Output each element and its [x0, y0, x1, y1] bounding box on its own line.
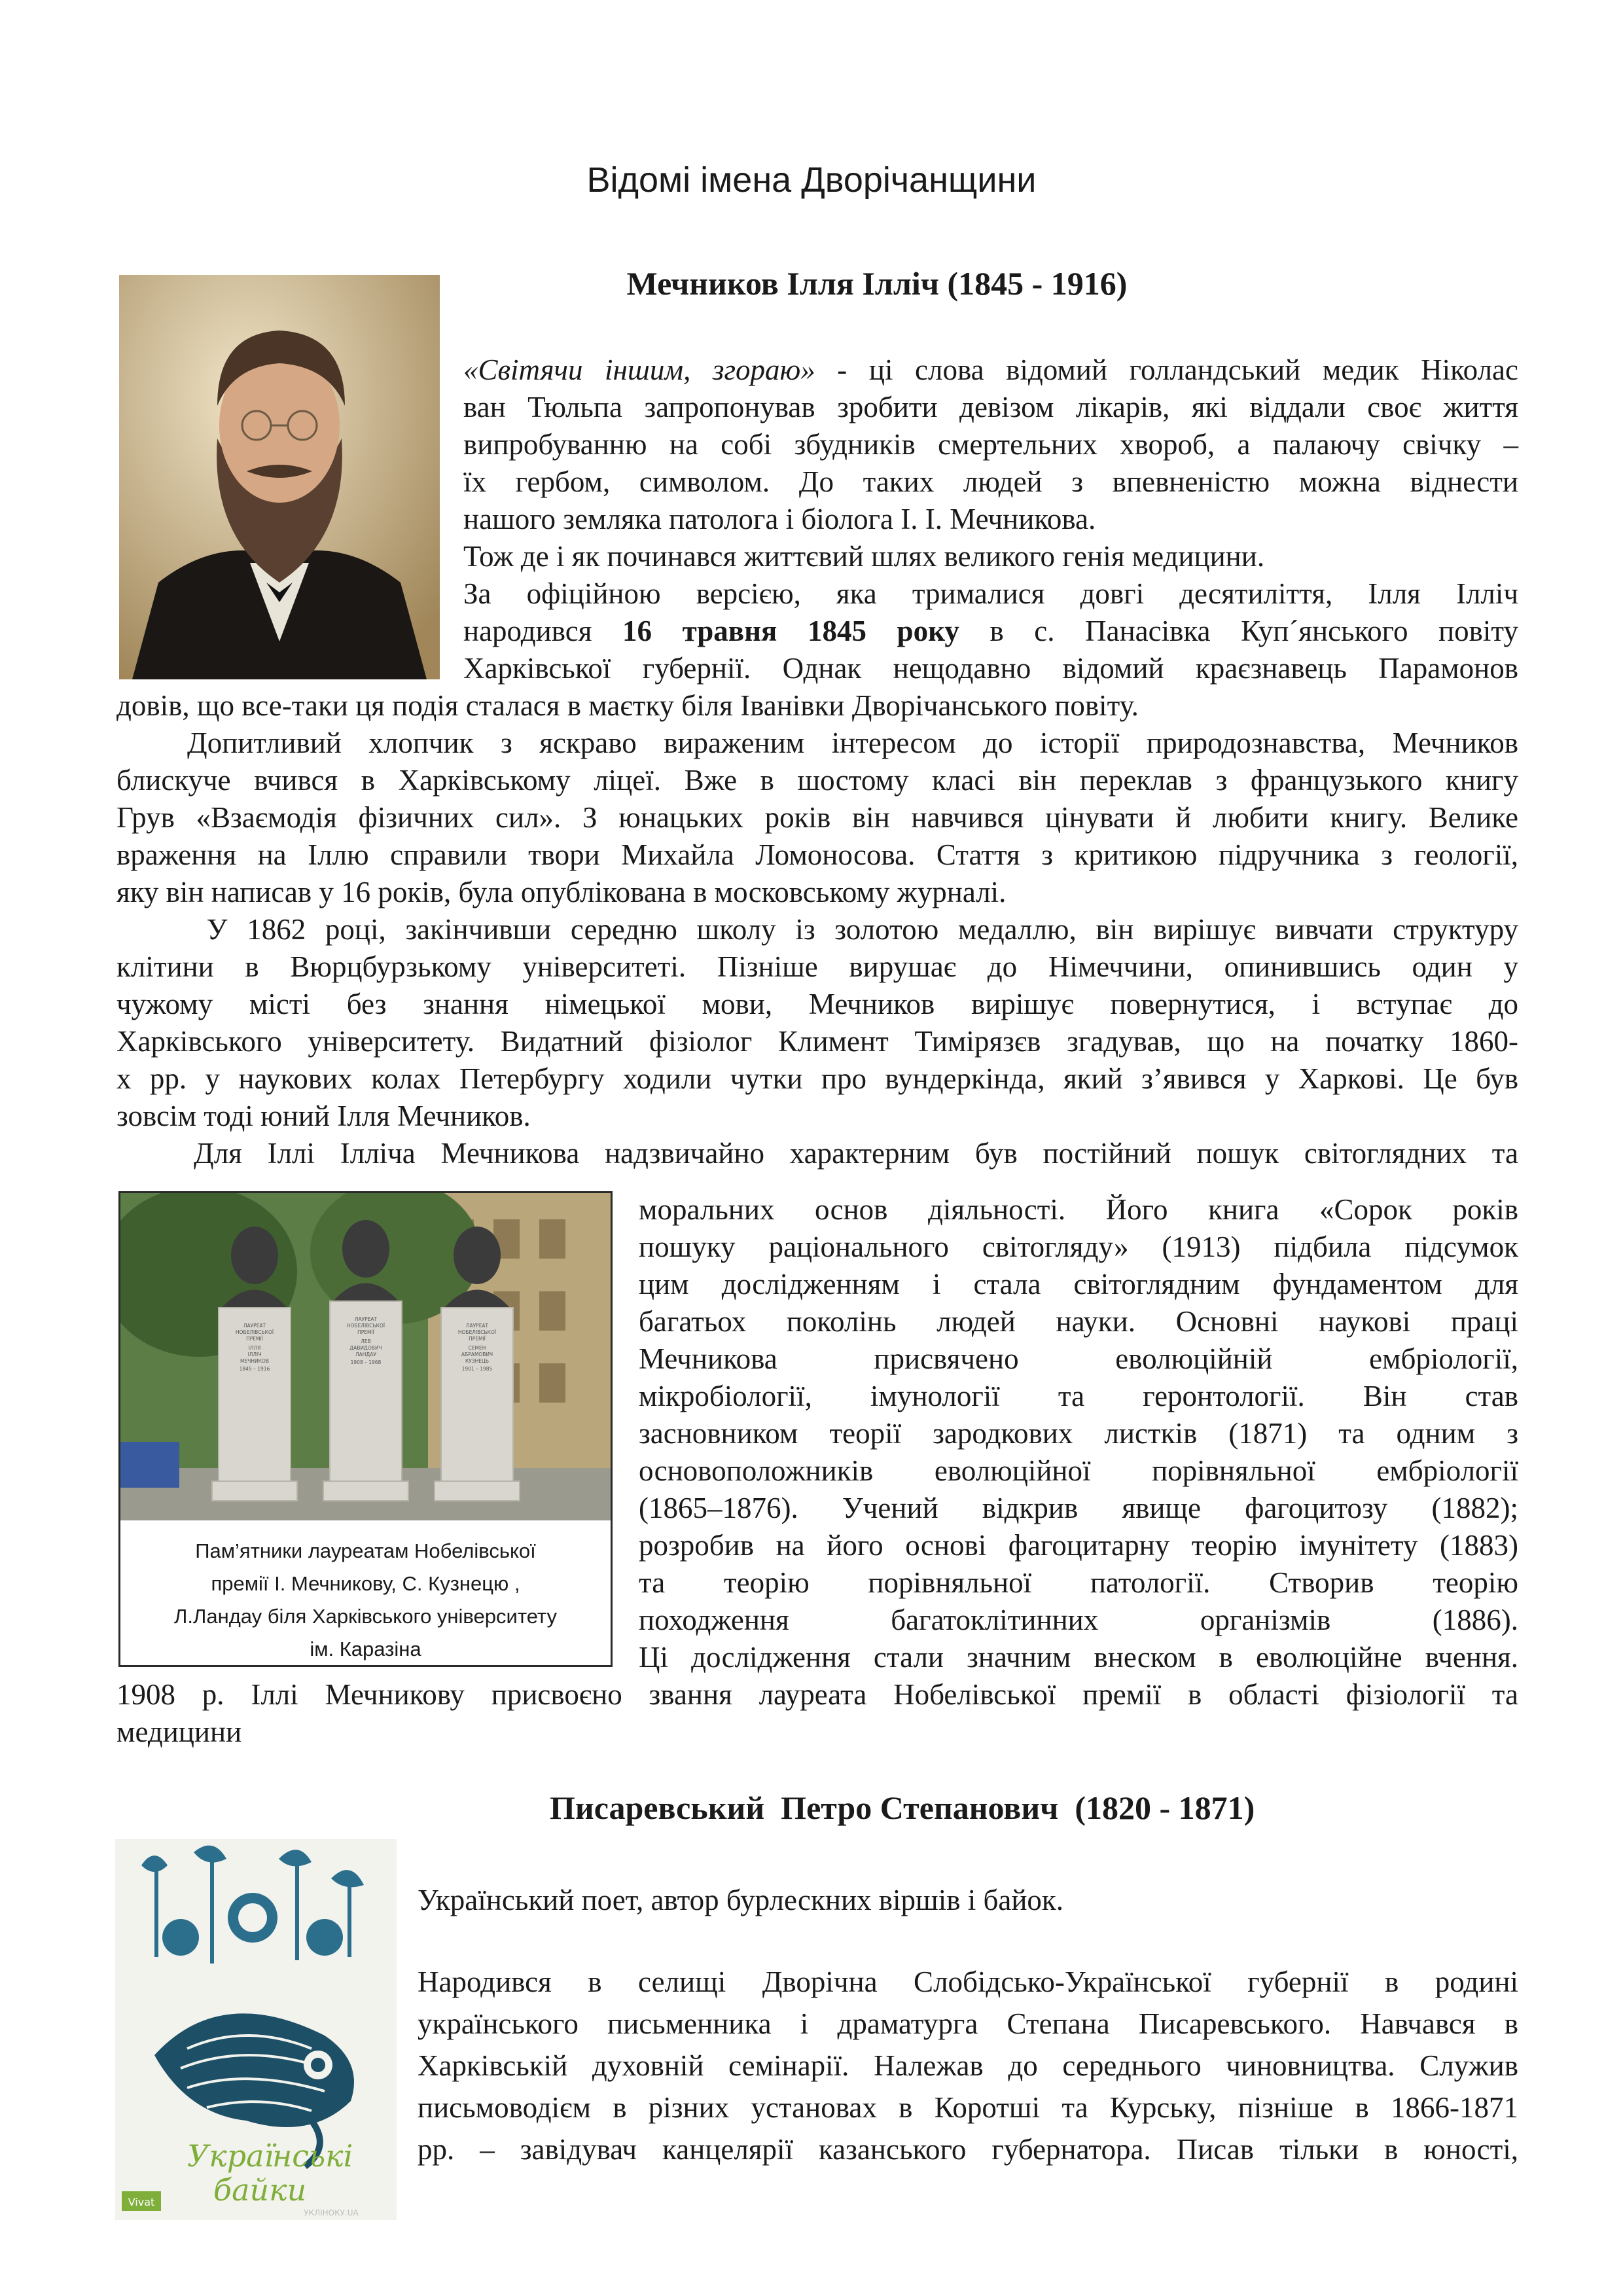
text-line: чужому місті без знання німецької мови, Мечников вирішує повернутися, і вступає до — [116, 988, 1518, 1020]
plaque-text: 1908 – 1968 — [350, 1359, 382, 1365]
pysarevsky-subtitle: Український поет, автор бурлескних віршів і байок. — [418, 1884, 1064, 1916]
text-line: Мечникова присвячено еволюційній ембріології, — [639, 1342, 1518, 1375]
text-line: цим дослідженням і стала світоглядним фундаментом для — [639, 1268, 1518, 1300]
plaque-text: ЛАНДАУ — [355, 1352, 376, 1357]
text-line: довів, що все-таки ця подія сталася в маєтку біля Іванівки Дворічанського повіту. — [116, 689, 1139, 722]
plaque-text: СЕМЕН — [468, 1345, 486, 1351]
text-line: народився 16 травня 1845 року в с. Панасівка Куп´янського повіту — [463, 615, 1518, 647]
plaque-text: КУЗНЕЦЬ — [465, 1358, 490, 1364]
text-line: нашого земляка патолога і біолога І. І. Мечникова. — [463, 503, 1096, 535]
book-cover-image — [115, 1839, 397, 2220]
text-line: ван Тюльпа запропонував зробити девізом лікарів, які віддали своє життя — [463, 391, 1518, 423]
plaque-text: ПРЕМІЇ — [246, 1336, 263, 1342]
text-line: мікробіології, імунології та геронтології. Він став — [639, 1380, 1518, 1412]
text-line: блискуче вчився в Харківському ліцеї. Вже в шостому класі він переклав з французького книгу — [116, 764, 1518, 797]
section-heading-pysarevsky: Писаревський Петро Степанович (1820 - 1871) — [550, 1789, 1255, 1826]
plaque-text: ЛЕВ — [361, 1338, 371, 1344]
text-line: розробив на його основі фагоцитарну теорію імунітету (1883) — [639, 1529, 1518, 1562]
caption-line: Л.Ландау біля Харківського університету — [174, 1605, 557, 1628]
text-line: багатьох поколінь людей науки. Основні наукові праці — [639, 1305, 1518, 1338]
text-line: основоположників еволюційної порівняльної ембріології — [639, 1454, 1518, 1487]
plaque-text: ІЛЛІЧ — [247, 1352, 262, 1357]
text-line: походження багатоклітинних організмів (1886). — [639, 1604, 1518, 1636]
caption-line: Пам’ятники лауреатам Нобелівської — [195, 1539, 536, 1562]
text-line: випробуванню на собі збудників смертельних хвороб, а палаючу свічку – — [463, 428, 1518, 461]
plaque-text: ЛАУРЕАТ — [465, 1323, 489, 1329]
pysarevsky-biography — [418, 1961, 1518, 2170]
text-line: медицини — [116, 1715, 242, 1748]
text-line: яку він написав у 16 років, була опублікована в московському журналі. — [116, 876, 1007, 908]
plaque-text: ІЛЛЯ — [248, 1345, 261, 1351]
plaque-text: ДАВИДОВИЧ — [349, 1345, 382, 1351]
plaque-text: НОБЕЛІВСЬКОЇ — [346, 1323, 385, 1329]
plaque-text: МЕЧНИКОВ — [240, 1358, 269, 1364]
text-line: рр. – завідувач канцелярії казанського губернатора. Писав тільки в юності, — [418, 2133, 1518, 2166]
text-line: клітини в Вюрцбурзькому університеті. Пізніше вирушає до Німеччини, опинившись один у — [116, 950, 1518, 983]
text-line: «Світячи іншим, згораю» - ці слова відомий голландський медик Ніколас — [463, 353, 1518, 386]
text-line: моральних основ діяльності. Його книга «Сорок років — [639, 1193, 1518, 1226]
mechnikov-biography — [116, 687, 1518, 1172]
text-line: письмоводієм в різних установах в Коротші та Курську, пізніше в 1866-1871 — [418, 2091, 1518, 2124]
text-line: Харківської губернії. Однак нещодавно відомий краєзнавець Парамонов — [463, 652, 1518, 685]
mechnikov-intro — [463, 351, 1518, 687]
plaque-text: ЛАУРЕАТ — [354, 1316, 378, 1322]
book-title-line2: байки — [213, 2172, 307, 2208]
text-line: Харківського університету. Видатний фізіолог Климент Тимірязєв згадував, що на початку 1860- — [116, 1025, 1518, 1058]
text-line: Для Іллі Ілліча Мечникова надзвичайно характерним був постійний пошук світоглядних та — [194, 1137, 1518, 1170]
text-line: Тож де і як починався життєвий шлях великого генія медицини. — [463, 540, 1265, 573]
text-line: Допитливий хлопчик з яскраво вираженим інтересом до історії природознавства, Мечников — [187, 726, 1518, 759]
monument-caption — [120, 1520, 611, 1665]
text-line: х рр. у наукових колах Петербургу ходили чутки про вундеркінда, який з’явився у Харкові. Це був — [116, 1062, 1518, 1095]
book-title-line1: Украї — [187, 2138, 274, 2174]
mechnikov-science — [639, 1191, 1518, 1676]
text-line: 1908 р. Іллі Мечникову присвоєно звання лауреата Нобелівської премії в області фізіології та — [116, 1678, 1518, 1711]
monument-figure — [118, 1191, 613, 1667]
plaque-text: АБРАМОВИЧ — [461, 1352, 493, 1357]
text-line: пошуку раціонального світогляду» (1913) підбила підсумок — [639, 1230, 1518, 1263]
plaque-text: НОБЕЛІВСЬКОЇ — [457, 1329, 497, 1335]
plaque-text: НОБЕЛІВСЬКОЇ — [235, 1329, 274, 1335]
plaque-text: 1845 – 1916 — [239, 1366, 270, 1372]
watermark: УКЛІНОКУ.UA — [304, 2208, 359, 2217]
quote-text: «Світячи іншим, згораю» — [463, 353, 815, 386]
text-line: За офіційною версією, яка трималися довгі десятиліття, Ілля Ілліч — [463, 577, 1518, 610]
caption-line: ім. Каразіна — [310, 1638, 421, 1660]
plaque-text: ПРЕМІЇ — [357, 1329, 374, 1335]
text-line: Народився в селищі Дворічна Слобідсько-Української губернії в родині — [418, 1965, 1518, 1998]
plaque-text: ЛАУРЕАТ — [243, 1323, 266, 1329]
plaque-text: ПРЕМІЇ — [469, 1336, 486, 1342]
text-line: враження на Іллю справили твори Михайла Ломоносова. Стаття з критикою підручника з геології, — [116, 838, 1518, 871]
caption-line: премії І. Мечникову, С. Кузнецю , — [211, 1572, 520, 1595]
text-line: українського письменника і драматурга Степана Писаревського. Навчався в — [418, 2007, 1518, 2040]
plaque-text: 1901 – 1985 — [461, 1366, 493, 1372]
text-line: їх гербом, символом. До таких людей з впевненістю можна віднести — [463, 465, 1518, 498]
text-line: засновником теорії зародкових листків (1871) та одним з — [639, 1417, 1518, 1450]
section-heading-mechnikov: Мечников Ілля Ілліч (1845 - 1916) — [626, 265, 1128, 302]
text-line: Ці дослідження стали значним внеском в еволюційне вчення. — [639, 1641, 1518, 1674]
text-line: Харківській духовній семінарії. Належав до середнього чиновництва. Служив — [418, 2049, 1518, 2082]
text-line: У 1862 році, закінчивши середню школу із золотою медаллю, він вирішує вивчати структуру — [187, 913, 1518, 946]
text-line: Грув «Взаємодія фізичних сил». З юнацьких років він навчився цінувати й любити книгу. Велике — [116, 801, 1518, 834]
monument-photo — [120, 1193, 611, 1520]
text-line: зовсім тоді юний Ілля Мечников. — [116, 1100, 531, 1132]
book-title-line1b: нські — [272, 2138, 353, 2174]
text-line: та теорію порівняльної патології. Створив теорію — [639, 1566, 1518, 1599]
mechnikov-portrait — [119, 275, 440, 679]
page-title: Відомі імена Дворічанщини — [586, 160, 1037, 200]
text-line: (1865–1876). Учений відкрив явище фагоцитозу (1882); — [639, 1492, 1518, 1524]
mechnikov-nobel — [116, 1676, 1518, 1751]
publisher-logo: Vivat — [128, 2196, 155, 2208]
birth-date: 16 травня 1845 року — [622, 615, 959, 647]
